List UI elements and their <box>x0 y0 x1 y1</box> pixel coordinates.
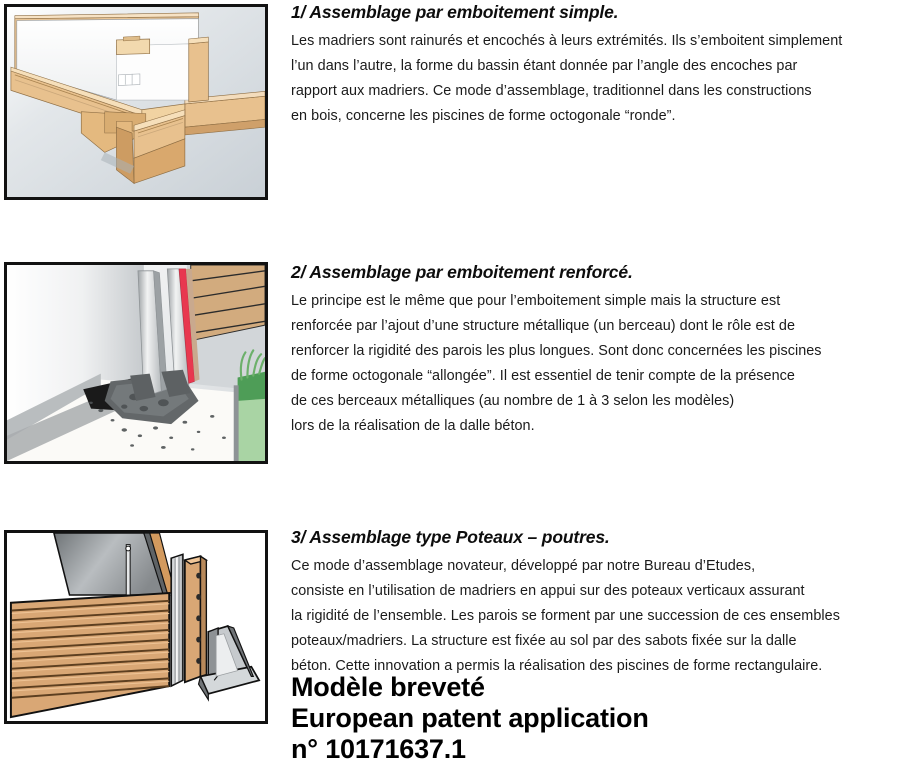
section-2-line-3: renforcer la rigidité des parois les plus longues. Sont donc concernées les piscines <box>291 343 822 359</box>
figure-2-metal-cradle-concrete <box>4 262 268 464</box>
section-3-line-3: la rigidité de l’ensemble. Les parois se forment par une succession de ces ensembles <box>291 608 840 624</box>
section-3-line-4: poteaux/madriers. La structure est fixée au sol par des sabots fixée sur la dalle <box>291 633 797 649</box>
patent-line-european-patent-application: European patent application <box>291 703 649 733</box>
section-2-body <box>291 289 895 439</box>
section-2-line-5: de ces berceaux métalliques (au nombre de 1 à 3 selon les modèles) <box>291 393 735 409</box>
section-1-body <box>291 29 895 129</box>
section-2-line-1: Le principe est le même que pour l’emboitement simple mais la structure est <box>291 293 781 309</box>
section-3-line-2: consiste en l’utilisation de madriers en appui sur des poteaux verticaux assurant <box>291 583 805 599</box>
figure-3-post-and-beam <box>4 530 268 724</box>
section-1-line-2: l’un dans l’autre, la forme du bassin étant donnée par l’angle des encoches par <box>291 58 798 74</box>
post-and-beam-assembly-illustration <box>7 533 265 721</box>
patent-line-modele-brevete: Modèle breveté <box>291 672 485 702</box>
section-1 <box>291 2 895 129</box>
section-3-heading: 3/ Assemblage type Poteaux – poutres. <box>291 527 610 547</box>
section-3-line-5: béton. Cette innovation a permis la réalisation des piscines de forme rectangulaire. <box>291 658 823 674</box>
section-1-line-3: rapport aux madriers. Ce mode d’assemblage, traditionnel dans les constructions <box>291 83 812 99</box>
section-1-line-4: en bois, concerne les piscines de forme octogonale “ronde”. <box>291 108 676 124</box>
figure-1-interlocking-joint <box>4 4 268 200</box>
patent-line-number: n° 10171637.1 <box>291 734 466 764</box>
wood-beam-interlocking-joint-illustration <box>7 7 265 197</box>
section-2-heading: 2/ Assemblage par emboitement renforcé. <box>291 262 633 282</box>
section-2-line-4: de forme octogonale “allongée”. Il est essentiel de tenir compte de la présence <box>291 368 795 384</box>
patent-block <box>291 672 851 765</box>
section-2-line-2: renforcée par l’ajout d’une structure métallique (un berceau) dont le rôle est de <box>291 318 796 334</box>
section-3-line-1: Ce mode d’assemblage novateur, développé par notre Bureau d’Etudes, <box>291 558 756 574</box>
section-3-body <box>291 554 895 679</box>
section-2 <box>291 262 895 439</box>
section-3 <box>291 527 895 679</box>
section-2-line-6: lors de la réalisation de la dalle béton. <box>291 418 535 434</box>
section-1-line-1: Les madriers sont rainurés et encochés à leurs extrémités. Ils s’emboitent simplement <box>291 33 843 49</box>
section-1-heading: 1/ Assemblage par emboitement simple. <box>291 2 619 22</box>
metal-cradle-concrete-slab-illustration <box>7 265 265 461</box>
